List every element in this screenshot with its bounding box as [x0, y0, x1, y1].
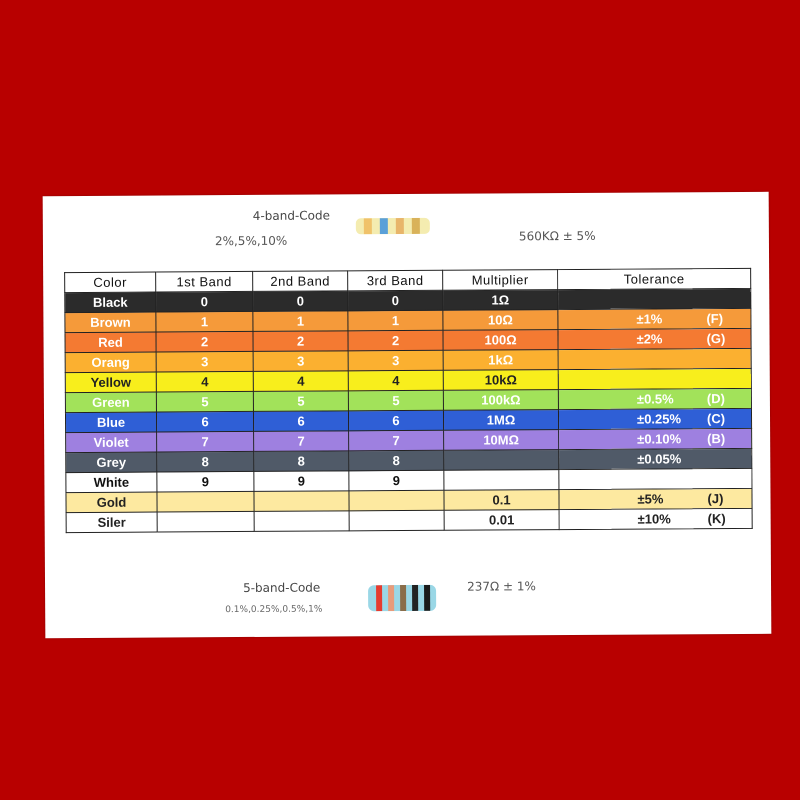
- row-1st-band: 7: [157, 431, 254, 452]
- row-2nd-band: [254, 491, 349, 512]
- row-1st-band: 1: [156, 311, 253, 332]
- row-3rd-band: 5: [348, 390, 443, 411]
- resistor-band: [388, 585, 394, 611]
- row-tolerance: [558, 288, 751, 309]
- row-multiplier: 10MΩ: [444, 430, 559, 451]
- four-band-tolerances: 2%,5%,10%: [214, 233, 288, 249]
- row-tolerance: [558, 408, 751, 429]
- row-color-name: Blue: [65, 412, 156, 433]
- row-tolerance: [558, 368, 751, 389]
- row-1st-band: 2: [156, 331, 253, 352]
- header-tolerance: Tolerance: [558, 268, 751, 289]
- row-2nd-band: 4: [253, 371, 348, 392]
- row-multiplier: 100Ω: [443, 330, 558, 351]
- row-2nd-band: 3: [253, 351, 348, 372]
- row-3rd-band: 2: [348, 330, 443, 351]
- row-tolerance: [559, 468, 752, 489]
- row-3rd-band: 8: [349, 450, 444, 471]
- row-color-name: Orang: [65, 352, 156, 373]
- row-1st-band: 8: [157, 451, 254, 472]
- row-2nd-band: 8: [254, 451, 349, 472]
- row-multiplier: 0.01: [444, 510, 559, 531]
- row-multiplier: 100kΩ: [443, 390, 558, 411]
- row-3rd-band: 9: [349, 470, 444, 491]
- five-band-resistor-image: [368, 585, 436, 611]
- tolerance-letter-code: (G): [706, 331, 726, 347]
- four-band-example: 560KΩ ± 5%: [518, 228, 596, 244]
- row-3rd-band: [349, 490, 444, 511]
- header-multiplier: Multiplier: [443, 270, 558, 291]
- row-multiplier: [444, 470, 559, 491]
- row-multiplier: 1Ω: [443, 290, 558, 311]
- row-color-name: White: [66, 472, 157, 493]
- tolerance-value: ±0.05%: [637, 451, 682, 467]
- row-color-name: Black: [65, 292, 156, 313]
- tolerance-value: ±0.10%: [637, 431, 682, 447]
- row-2nd-band: 6: [253, 411, 348, 432]
- tolerance-value: ±0.25%: [636, 411, 682, 427]
- row-multiplier: 0.1: [444, 490, 559, 511]
- tolerance-letter-code: (F): [706, 311, 724, 327]
- row-multiplier: 1MΩ: [443, 410, 558, 431]
- tolerance-value: ±5%: [637, 491, 664, 507]
- resistor-band: [364, 218, 372, 234]
- row-3rd-band: [349, 510, 444, 531]
- tolerance-value: ±10%: [637, 511, 671, 527]
- header-1st-band: 1st Band: [156, 271, 253, 292]
- row-3rd-band: 3: [348, 350, 443, 371]
- row-1st-band: 4: [156, 371, 253, 392]
- row-3rd-band: 6: [348, 410, 443, 431]
- tolerance-value: ±2%: [636, 331, 663, 347]
- row-color-name: Green: [65, 392, 156, 413]
- resistor-band: [380, 218, 388, 234]
- row-multiplier: 1kΩ: [443, 350, 558, 371]
- row-tolerance: [559, 508, 752, 529]
- row-color-name: Yellow: [65, 372, 156, 393]
- tolerance-letter-code: (K): [707, 511, 726, 527]
- resistor-band: [412, 585, 418, 611]
- row-2nd-band: [254, 511, 349, 532]
- color-code-table: [64, 268, 753, 533]
- row-3rd-band: 0: [348, 290, 443, 311]
- row-1st-band: 3: [156, 351, 253, 372]
- resistor-color-code-card: [43, 192, 772, 638]
- tolerance-letter-code: (J): [707, 491, 724, 507]
- five-band-example: 237Ω ± 1%: [467, 579, 536, 594]
- tolerance-letter-code: (C): [706, 411, 726, 427]
- row-multiplier: [444, 450, 559, 471]
- row-2nd-band: 0: [253, 291, 348, 312]
- tolerance-letter-code: (B): [707, 431, 726, 447]
- row-tolerance: [558, 388, 751, 409]
- row-tolerance: [559, 428, 752, 449]
- row-2nd-band: 1: [253, 311, 348, 332]
- row-tolerance: [559, 488, 752, 509]
- row-2nd-band: 5: [253, 391, 348, 412]
- row-color-name: Grey: [66, 452, 157, 473]
- header-2nd-band: 2nd Band: [253, 271, 348, 292]
- row-3rd-band: 7: [349, 430, 444, 451]
- row-tolerance: [558, 308, 751, 329]
- five-band-title: 5-band-Code: [243, 580, 321, 596]
- header-3rd-band: 3rd Band: [348, 270, 443, 291]
- row-color-name: Siler: [66, 512, 157, 533]
- row-tolerance: [558, 328, 751, 349]
- row-tolerance: [558, 348, 751, 369]
- row-color-name: Brown: [65, 312, 156, 333]
- row-3rd-band: 4: [348, 370, 443, 391]
- row-1st-band: [157, 511, 254, 532]
- row-multiplier: 10Ω: [443, 310, 558, 331]
- four-band-resistor-image: [356, 218, 430, 234]
- resistor-band: [400, 585, 406, 611]
- resistor-band: [396, 218, 404, 234]
- row-1st-band: 5: [156, 391, 253, 412]
- tolerance-value: ±0.5%: [636, 391, 674, 407]
- row-2nd-band: 9: [254, 471, 349, 492]
- resistor-band: [424, 585, 430, 611]
- tolerance-value: ±1%: [636, 311, 663, 327]
- row-1st-band: 9: [157, 471, 254, 492]
- five-band-tolerances: 0.1%,0.25%,0.5%,1%: [225, 604, 323, 616]
- row-3rd-band: 1: [348, 310, 443, 331]
- tolerance-letter-code: (D): [706, 391, 725, 407]
- row-color-name: Red: [65, 332, 156, 353]
- header-color: Color: [65, 272, 156, 293]
- resistor-band: [412, 218, 420, 234]
- four-band-title: 4-band-Code: [252, 208, 331, 223]
- resistor-band: [376, 585, 382, 611]
- row-color-name: Gold: [66, 492, 157, 513]
- row-1st-band: 0: [156, 291, 253, 312]
- row-1st-band: [157, 491, 254, 512]
- table-row: [66, 508, 752, 532]
- row-multiplier: 10kΩ: [443, 370, 558, 391]
- row-color-name: Violet: [66, 432, 157, 453]
- row-2nd-band: 7: [254, 431, 349, 452]
- row-2nd-band: 2: [253, 331, 348, 352]
- row-1st-band: 6: [156, 411, 253, 432]
- row-tolerance: [559, 448, 752, 469]
